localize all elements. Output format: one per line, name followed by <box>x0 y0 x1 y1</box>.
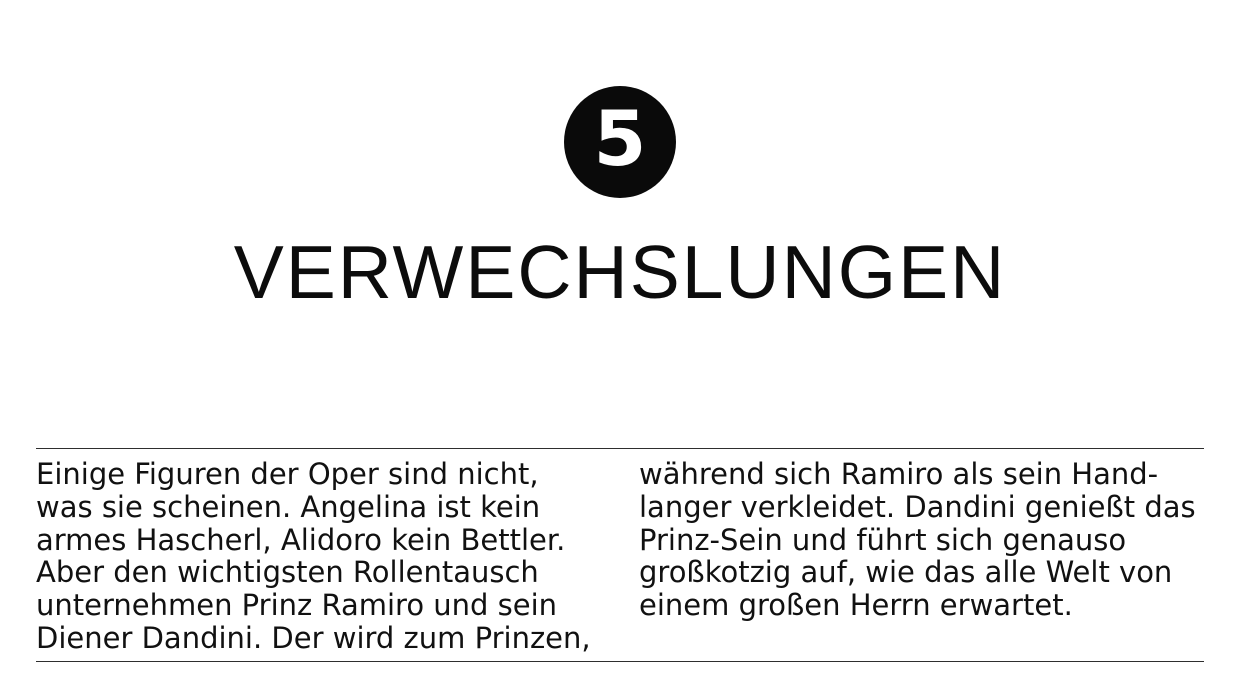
body-text <box>36 458 1204 655</box>
text-line: Prinz-Sein und führt sich genauso <box>639 522 1127 557</box>
bottom-divider <box>36 661 1204 662</box>
text-line: großkotzig auf, wie das alle Welt von <box>639 555 1173 590</box>
text-column-right <box>639 458 1204 655</box>
top-divider <box>36 448 1204 449</box>
section-number-badge <box>564 86 676 198</box>
text-line: einem großen Herrn erwartet. <box>639 588 1073 623</box>
text-line: armes Hascherl, Alidoro kein Bettler. <box>36 522 566 557</box>
section-number: 5 <box>593 94 647 183</box>
text-line: langer verkleidet. Dandini genießt das <box>639 489 1196 524</box>
text-line: unternehmen Prinz Ramiro und sein <box>36 588 558 623</box>
text-column-left <box>36 458 591 655</box>
text-line: während sich Ramiro als sein Hand- <box>639 457 1159 491</box>
text-line: Diener Dandini. Der wird zum Prinzen, <box>36 620 591 655</box>
text-line: Aber den wichtigsten Rollentausch <box>36 555 539 590</box>
text-line: Einige Figuren der Oper sind nicht, <box>36 457 539 491</box>
text-line: was sie scheinen. Angelina ist kein <box>36 489 541 524</box>
section-title: VERWECHSLUNGEN <box>233 230 1007 314</box>
